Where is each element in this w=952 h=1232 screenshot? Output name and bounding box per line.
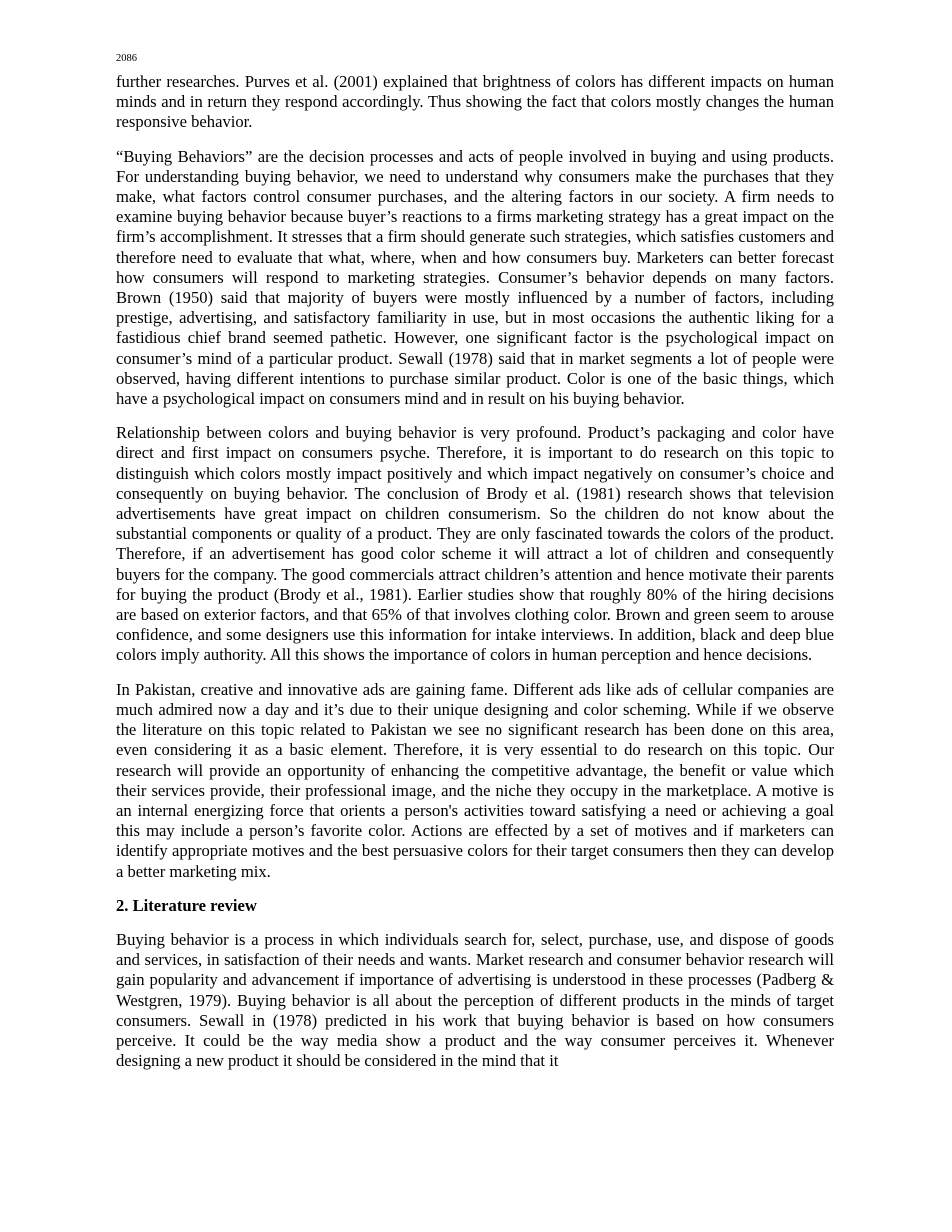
article-body [116,72,834,1085]
paragraph-2: “Buying Behaviors” are the decision processes and acts of people involved in buying and using products. For understanding buying behavior, we need to understand why consumers make the purchases that they make, what factors control consumer purchases, and the altering factors in our society. A firm needs to examine buying behavior because buyer’s reactions to a firms marketing strategy has a great impact on the firm’s accomplishment. It stresses that a firm should generate such strategies, which satisfies customers and therefore need to evaluate that what, where, when and how consumers buy. Marketers can better forecast how consumers will respond to marketing strategies. Consumer’s behavior depends on many factors. Brown (1950) said that majority of buyers were mostly influenced by a number of factors, including prestige, advertising, and satisfactory familiarity in use, but in most occasions the authentic liking for a fastidious chief brand seemed pathetic. However, one significant factor is the psychological impact on consumer’s mind of a particular product. Sewall (1978) said that in market segments a lot of people were observed, having different intentions to purchase similar product. Color is one of the basic things, which have a psychological impact on consumers mind and in result on his buying behavior. [116,146,834,409]
paragraph-1: further researches. Purves et al. (2001) explained that brightness of colors has different impacts on human minds and in return they respond accordingly. Thus showing the fact that colors mostly changes the human responsive behavior. [116,72,834,132]
paragraph-3: Relationship between colors and buying behavior is very profound. Product’s packaging and color have direct and first impact on consumers psyche. Therefore, it is important to do research on this topic to distinguish which colors mostly impact positively and which impact negatively on consumer’s choice and consequently on buying behavior. The conclusion of Brody et al. (1981) research shows that television advertisements have great impact on children consumerism. So the children do not know about the substantial components or quality of a product. They are only fascinated towards the colors of the product. Therefore, if an advertisement has good color scheme it will attract a lot of children and consequently buyers for the company. The good commercials attract children’s attention and hence motivate their parents for buying the product (Brody et al., 1981). Earlier studies show that roughly 80% of the hiring decisions are based on exterior factors, and that 65% of that involves clothing color. Brown and green seem to arouse confidence, and some designers use this information for intake interviews. In addition, black and deep blue colors imply authority. All this shows the importance of colors in human perception and hence decisions. [116,423,834,665]
paragraph-4: In Pakistan, creative and innovative ads are gaining fame. Different ads like ads of cellular companies are much admired now a day and it’s due to their unique designing and color scheming. While if we observe the literature on this topic related to Pakistan we see no significant research has been done on this area, even considering it as a basic element. Therefore, it is very essential to do research on this topic. Our research will provide an opportunity of enhancing the competitive advantage, the benefit or value which their services provide, their professional image, and the niche they occupy in the marketplace. A motive is an internal energizing force that orients a person's activities toward satisfying a need or achieving a goal this may include a person’s favorite color. Actions are effected by a set of motives and if marketers can identify appropriate motives and the best persuasive colors for their target consumers then they can develop a better marketing mix. [116,679,834,881]
page-number: 2086 [116,53,137,64]
paragraph-5: Buying behavior is a process in which individuals search for, select, purchase, use, and dispose of goods and services, in satisfaction of their needs and wants. Market research and consumer behavior research will gain popularity and advancement if importance of advertising is understood in these processes (Padberg & Westgren, 1979). Buying behavior is all about the perception of different products in the minds of target consumers. Sewall in (1978) predicted in his work that buying behavior is based on how consumers perceive. It could be the way media show a product and the way consumer perceives it. Whenever designing a new product it should be considered in the mind that it [116,929,834,1071]
section-heading: 2. Literature review [116,895,257,915]
